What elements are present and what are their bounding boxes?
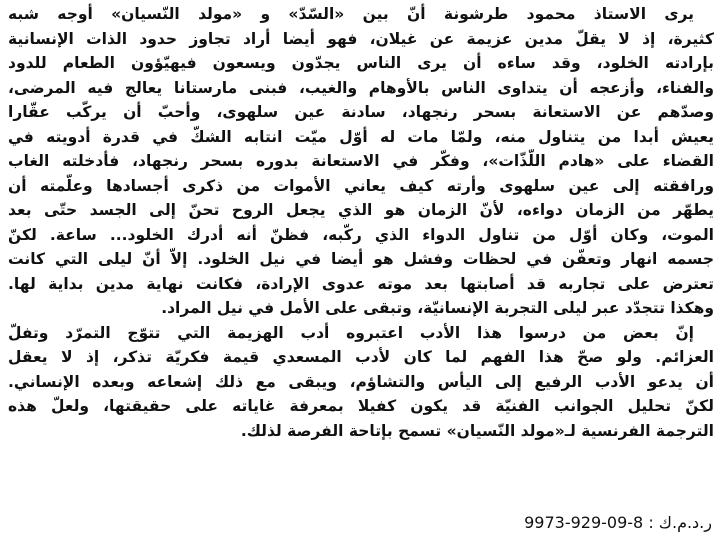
isbn-line <box>524 513 712 532</box>
paragraph-1-line-3: بإرادته الخلود، وقد ساءه أن يرى الناس يجدّون ويسعون فيهيّؤون الطعام للدود <box>8 54 714 72</box>
paragraph-1-line-4: والفناء، وأزعجه أن يتداوى الناس بالأوهام والغيب، فبنى مارستانا يعالج فيه المرضى، <box>8 78 714 97</box>
body-text <box>8 2 714 443</box>
paragraph-2-line-4: لكنّ تحليل الجوانب الفنيّة قد يكون كفيلا بمعرفة غاياته على حقيقتها، ولعلّ هذه <box>8 397 714 415</box>
isbn-label: ر.د.م.ك : <box>648 513 712 532</box>
paragraph-1-line-8: ورافقته إلى عين سلهوى وأرته كيف يعاني الأموات من ذكرى أجسادها وعلّمته أن <box>8 176 714 195</box>
paragraph-1-line-11: جسمه انهار وتعفّن في لحظات وفشل هو أيضا في نيل الخلود. إلاّ أنّ ليلى التي كانت <box>8 250 714 268</box>
paragraph-1-line-2: كثيرة، إذ لا يقلّ مدين عزيمة عن غيلان، فهو أيضا أراد تجاوز حدود الذات الإنسانية <box>8 29 714 48</box>
paragraph-2-line-5: الترجمة الفرنسية لـ«مولد النّسيان» تسمح بإتاحة الفرصة لذلك. <box>240 421 714 440</box>
paragraph-1-line-12: تعترض على تجاربه قد أصابتها بعد موته عدوى الإرادة، فكانت نهاية مدين بداية لها. <box>8 274 714 293</box>
paragraph-1-line-6: يعيش أبدا من يتناول منه، ولمّا مات له أوّل ميّت انتابه الشكّ في قدرة أدويته في <box>8 127 714 146</box>
paragraph-2-line-3: أن يدعو الأدب الرفيع إلى اليأس والتشاؤم، ويبقى مع ذلك إشعاعه وبعده الإنساني. <box>8 372 714 391</box>
paragraph-1-line-7: القضاء على «هادم اللّذّات»، وفكّر في الاستعانة بدوره بسحر رنجهاد، فأدخلته الغاب <box>8 152 714 170</box>
isbn-number: 9973-929-09-8 <box>524 513 644 532</box>
paragraph-1-line-1: يرى الاستاذ محمود طرشونة أنّ بين «السّدّ» و «مولد النّسيان» أوجه شبه <box>8 5 694 23</box>
paragraph-1-line-13: وهكذا تتجدّد عبر ليلى التجربة الإنسانيّة، وتبقى على الأمل في نيل المراد. <box>161 299 714 317</box>
paragraph-1-line-10: الموت، وكان أوّل من تناول الدواء الذي ركّبه، فظنّ أنه أدرك الخلود... ساعة. لكنّ <box>8 225 714 244</box>
paragraph-2-line-1: إنّ بعض من درسوا هذا الأدب اعتبروه أدب الهزيمة التي تتوّج التمرّد وتفلّ <box>8 323 694 342</box>
paragraph-1-line-9: يطهّر من الزمان دواءه، لأنّ الزمان هو الذي يجعل الروح تحنّ إلى الجسد حتّى بعد <box>8 201 714 219</box>
paragraph-1-line-5: وصدّهم عن الاستعانة بسحر رنجهاد، سادنة عين سلهوى، وأحبّ أن يركّب عقّارا <box>8 103 714 121</box>
paragraph-2-line-2: العزائم. ولو صحّ هذا الفهم لما كان لأدب المسعدي قيمة فكريّة تذكر، إذ لا يعقل <box>8 348 714 366</box>
